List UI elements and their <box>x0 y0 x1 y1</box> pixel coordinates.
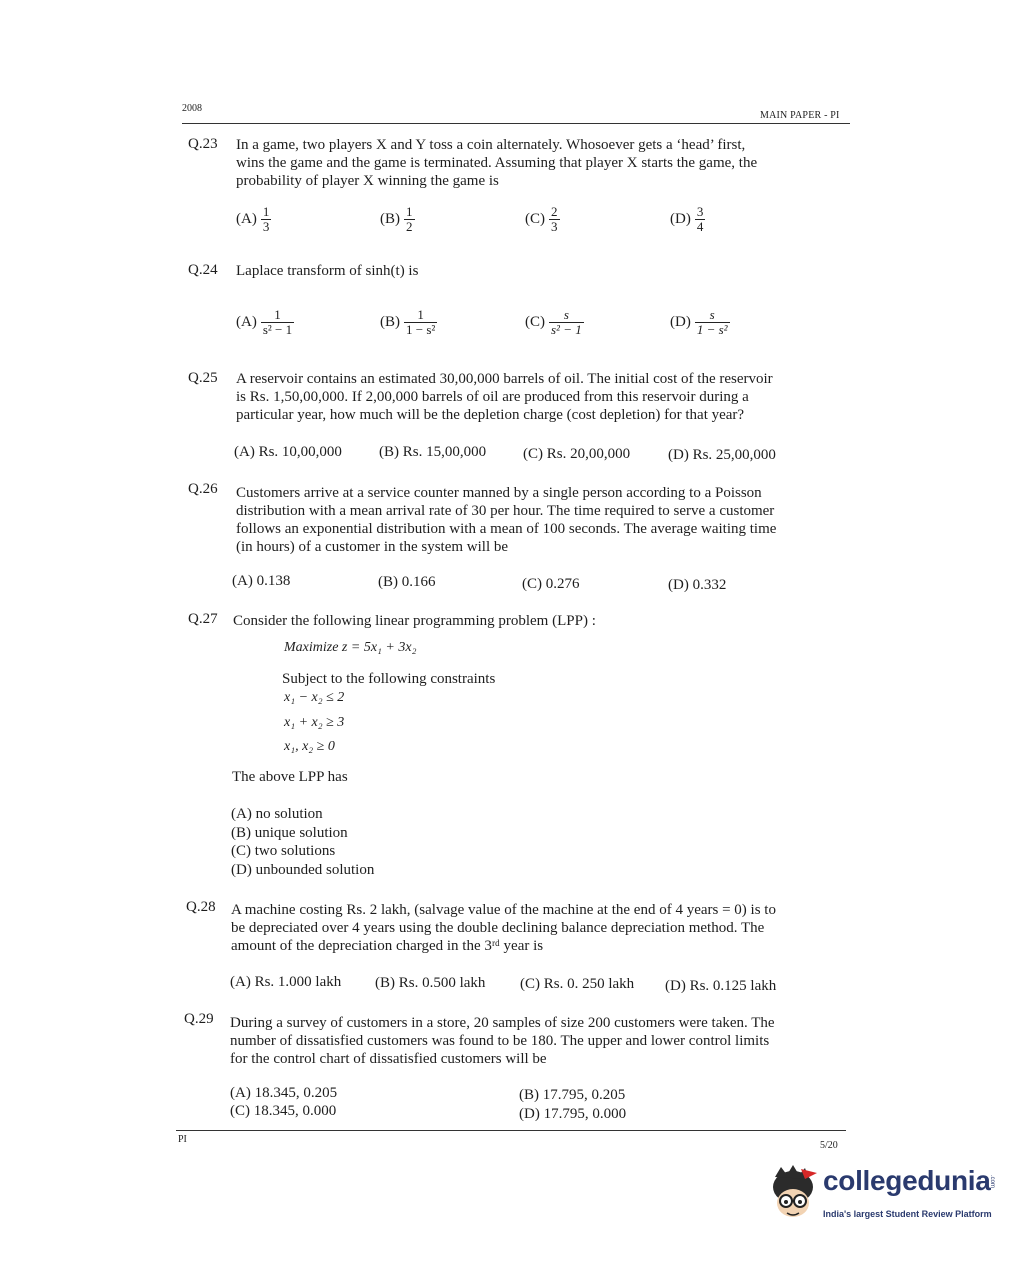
q27-constraint-1: x₁ − x₂ ≤ 2 <box>284 690 345 705</box>
q29-option-b[interactable]: (B) 17.795, 0.205 <box>519 1087 626 1103</box>
q24-number: Q.24 <box>188 262 218 278</box>
q29-option-d[interactable]: (D) 17.795, 0.000 <box>519 1106 627 1122</box>
logo-wordmark: collegedunia <box>823 1165 991 1196</box>
q24-option-c[interactable]: (C) $\frac{s}{\text{s² − 1}}$ <box>525 307 582 337</box>
footer-page-number: 5/20 <box>820 1140 838 1151</box>
q27-option-c[interactable]: (C) two solutions <box>231 843 336 859</box>
q27-subject: Subject to the following constraints <box>282 671 496 687</box>
q24-option-d[interactable]: (D) $\frac{s}{\text{1 − s²}}$ <box>670 307 728 337</box>
q24-option-b[interactable]: (B) $\frac{1}{\text{1 − s²}}$ <box>380 307 436 337</box>
header-rule <box>182 123 850 124</box>
q25-option-d[interactable]: (D) Rs. 25,00,000 <box>668 447 776 463</box>
q25-option-a[interactable]: (A) Rs. 10,00,000 <box>234 444 342 460</box>
q28-number: Q.28 <box>186 899 216 915</box>
collegedunia-logo[interactable] <box>765 1165 995 1225</box>
q27-text: Consider the following linear programming problem (LPP) : <box>233 613 596 629</box>
q24-text: Laplace transform of sinh(t) is <box>236 263 419 279</box>
q27-constraint-3: x₁, x₂ ≥ 0 <box>284 739 335 754</box>
q29-number: Q.29 <box>184 1011 214 1027</box>
footer-code: PI <box>178 1134 187 1145</box>
header-year: 2008 <box>182 103 202 114</box>
logo-suffix: .com <box>989 1175 995 1189</box>
q29-text: During a survey of customers in a store, 20 samples of size 200 customers were taken. The number of dissatisfied customers was found to be 180. The upper and lower control limits for the control chart of dissatisfied customers will be <box>230 1015 775 1067</box>
q27-option-b[interactable]: (B) unique solution <box>231 825 348 841</box>
q26-number: Q.26 <box>188 481 218 497</box>
q28-option-c[interactable]: (C) Rs. 0. 250 lakh <box>520 976 635 992</box>
q25-text: A reservoir contains an estimated 30,00,000 barrels of oil. The initial cost of the reservoir is Rs. 1,50,00,000. If 2,00,000 barrels of oil are produced from this reservoir during a particular year, how much will be the depletion charge (cost depletion) for that year? <box>236 371 773 423</box>
q23-option-b[interactable]: (B) $\frac{1}{2}$ <box>380 204 413 234</box>
header-paper: MAIN PAPER - PI <box>760 110 840 121</box>
q28-option-a[interactable]: (A) Rs. 1.000 lakh <box>230 974 342 990</box>
mascot-icon <box>765 1165 821 1225</box>
q27-objective: Maximize z = 5x₁ + 3x₂ <box>284 640 417 655</box>
q25-option-b[interactable]: (B) Rs. 15,00,000 <box>379 444 487 460</box>
q25-number: Q.25 <box>188 370 218 386</box>
q28-option-b[interactable]: (B) Rs. 0.500 lakh <box>375 975 486 991</box>
q27-constraint-2: x₁ + x₂ ≥ 3 <box>284 715 345 730</box>
q29-option-c[interactable]: (C) 18.345, 0.000 <box>230 1103 337 1119</box>
q26-option-c[interactable]: (C) 0.276 <box>522 576 580 592</box>
q27-post: The above LPP has <box>232 769 348 785</box>
q26-option-a[interactable]: (A) 0.138 <box>232 573 291 589</box>
q26-text: Customers arrive at a service counter manned by a single person according to a Poisson distribution with a mean arrival rate of 30 per hour. The time required to serve a customer follows an exponential distribution with a mean of 100 seconds. The average waiting time (in hours) of a customer in the system will be <box>236 485 777 555</box>
q23-text: In a game, two players X and Y toss a coin alternately. Whosoever gets a ‘head’ first, wins the game and the game is terminated. Assuming that player X starts the game, the probability of player X winning the game is <box>236 137 758 189</box>
q24-option-a[interactable]: (A) $\frac{1}{\text{s² − 1}}$ <box>236 307 293 337</box>
q25-option-c[interactable]: (C) Rs. 20,00,000 <box>523 446 631 462</box>
q28-option-d[interactable]: (D) Rs. 0.125 lakh <box>665 978 777 994</box>
logo-tagline: India's largest Student Review Platform <box>823 1209 992 1219</box>
q29-option-a[interactable]: (A) 18.345, 0.205 <box>230 1085 338 1101</box>
q27-option-a[interactable]: (A) no solution <box>231 806 323 822</box>
q27-option-d[interactable]: (D) unbounded solution <box>231 862 375 878</box>
q26-option-d[interactable]: (D) 0.332 <box>668 577 727 593</box>
footer-rule <box>176 1130 846 1131</box>
q27-number: Q.27 <box>188 611 218 627</box>
q23-option-c[interactable]: (C) $\frac{2}{3}$ <box>525 204 558 234</box>
q23-option-a[interactable]: (A) $\frac{1}{3}$ <box>236 204 270 234</box>
q26-option-b[interactable]: (B) 0.166 <box>378 574 436 590</box>
q28-text: A machine costing Rs. 2 lakh, (salvage value of the machine at the end of 4 years = 0) is to be depreciated over 4 years using the double declining balance depreciation method. The amount of the depreciation charged in the 3ʳᵈ year is <box>231 902 776 954</box>
q23-option-d[interactable]: (D) $\frac{3}{4}$ <box>670 204 704 234</box>
q23-number: Q.23 <box>188 136 218 152</box>
